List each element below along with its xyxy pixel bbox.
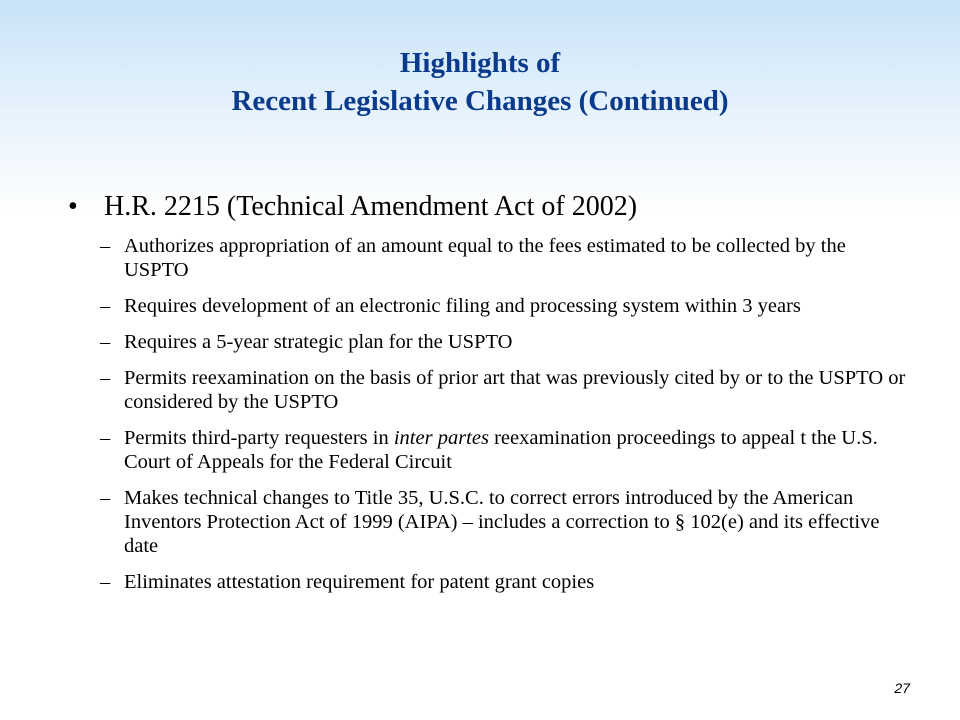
dash-icon: – — [100, 367, 111, 389]
slide-body — [68, 190, 908, 606]
list-item-text: Authorizes appropriation of an amount equal to the fees estimated to be collected by the USPTO — [124, 235, 846, 281]
list-item-text: Requires development of an electronic filing and processing system within 3 years — [124, 295, 801, 317]
list-item — [100, 366, 908, 414]
title-line-2: Recent Legislative Changes (Continued) — [231, 85, 729, 117]
dash-icon: – — [100, 295, 111, 317]
list-item — [100, 486, 908, 558]
list-item — [100, 426, 908, 474]
list-item-text: Eliminates attestation requirement for patent grant copies — [124, 571, 595, 593]
page-number: 27 — [894, 680, 910, 696]
dash-icon: – — [100, 235, 111, 257]
dash-icon: – — [100, 331, 111, 353]
list-item — [100, 294, 908, 318]
list-item-text-post: reexamination proceedings to appeal t the U.S. Court of Appeals for the Federal Circuit — [124, 427, 878, 473]
dash-icon: – — [100, 487, 111, 509]
dash-icon: – — [100, 427, 111, 449]
list-item — [100, 330, 908, 354]
dash-icon: – — [100, 571, 111, 593]
title-line-1: Highlights of — [399, 47, 561, 79]
list-item-text: Permits reexamination on the basis of prior art that was previously cited by or to the USPTO or considered by the USPTO — [124, 367, 906, 413]
slide-title — [0, 44, 960, 120]
main-bullet — [68, 190, 908, 224]
list-item-text — [124, 426, 908, 474]
bullet-icon: • — [68, 191, 78, 222]
list-item-text: Makes technical changes to Title 35, U.S.C. to correct errors introduced by the American Inventors Protection Act of 1999 (AIPA) – includes a correction to § 102(e) and its effective date — [124, 487, 880, 557]
list-item-text-pre: Permits third-party requesters in — [124, 427, 394, 449]
main-bullet-text: H.R. 2215 (Technical Amendment Act of 2002) — [104, 191, 638, 222]
list-item — [100, 570, 908, 594]
list-item-text: Requires a 5-year strategic plan for the USPTO — [124, 331, 513, 353]
list-item — [100, 234, 908, 282]
list-item-text-italic: inter partes — [393, 427, 489, 449]
sub-bullet-list — [68, 234, 908, 594]
